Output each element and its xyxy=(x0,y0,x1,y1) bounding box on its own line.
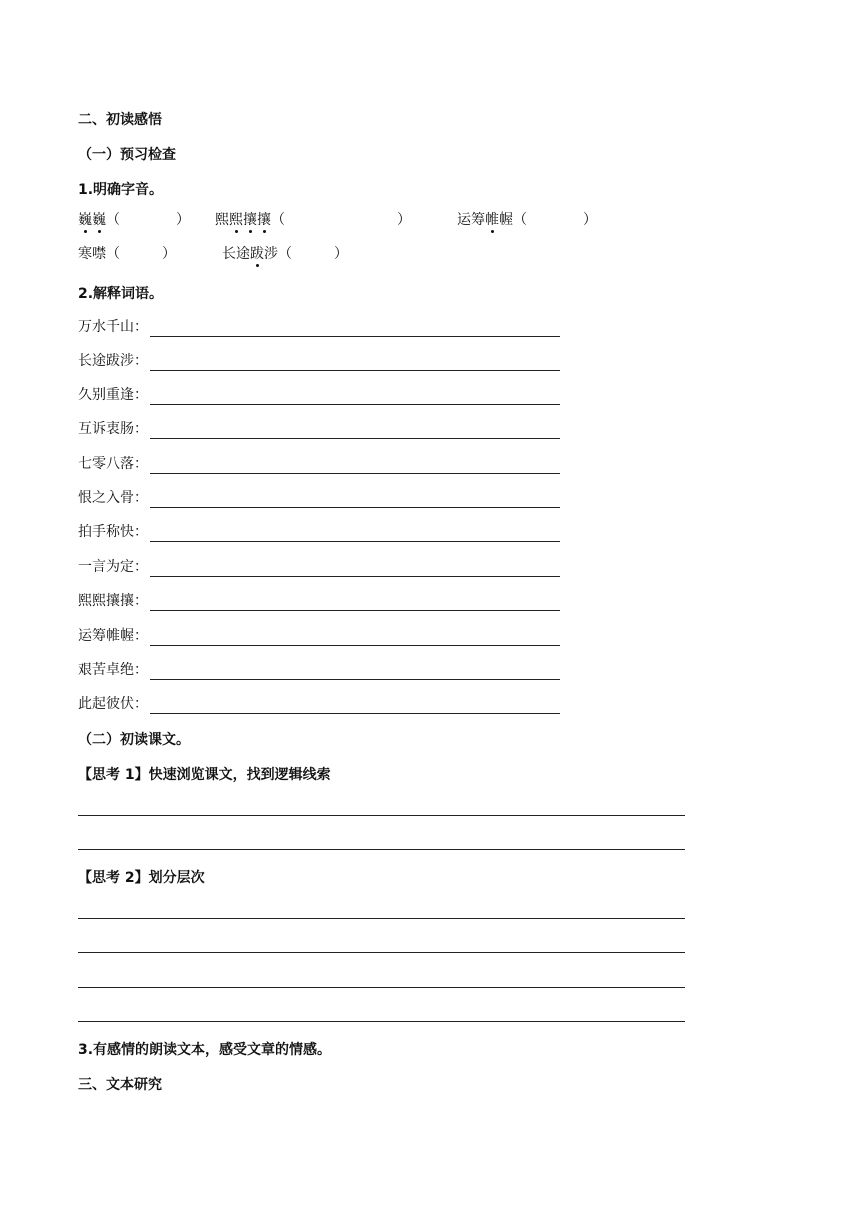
vocab-row xyxy=(78,454,560,474)
pronunciation-word xyxy=(457,212,513,228)
answer-line[interactable] xyxy=(150,322,560,337)
pronunciation-item xyxy=(457,210,597,230)
pronunciation-char: 攘 xyxy=(243,212,257,228)
pronunciation-char: 长 xyxy=(222,246,236,262)
vocab-row xyxy=(78,660,560,680)
vocab-row xyxy=(78,591,560,611)
vocab-term: 七零八落： xyxy=(78,456,148,472)
answer-line[interactable] xyxy=(150,665,560,680)
pronunciation-char: 运 xyxy=(457,212,471,228)
answer-line[interactable] xyxy=(150,390,560,405)
answer-line[interactable] xyxy=(150,493,560,508)
answer-line[interactable] xyxy=(150,459,560,474)
pronunciation-word xyxy=(215,212,271,228)
pronunciation-item xyxy=(78,210,190,230)
pronunciation-blank: （ ） xyxy=(271,212,411,228)
answer-line[interactable] xyxy=(150,356,560,371)
section-title-text-study: 三、文本研究 xyxy=(78,1077,162,1093)
subsection-title-first-reading: （二）初读课文。 xyxy=(78,732,190,748)
pronunciation-item xyxy=(222,244,348,264)
pronunciation-char: 途 xyxy=(236,246,250,262)
pronunciation-char: 巍 xyxy=(92,212,106,228)
question-1-title: 1.明确字音。 xyxy=(78,182,164,198)
vocab-term: 拍手称快： xyxy=(78,524,148,540)
pronunciation-char: 涉 xyxy=(264,246,278,262)
vocab-term: 久别重逢： xyxy=(78,387,148,403)
pronunciation-word xyxy=(222,246,278,262)
question-2-title: 2.解释词语。 xyxy=(78,286,164,302)
section-title-initial-reading: 二、初读感悟 xyxy=(78,112,162,128)
pronunciation-blank: （ ） xyxy=(106,212,190,228)
vocab-term: 万水千山： xyxy=(78,319,148,335)
vocab-term: 艰苦卓绝： xyxy=(78,662,148,678)
answer-line[interactable] xyxy=(78,987,685,988)
pronunciation-char: 寒 xyxy=(78,246,92,262)
answer-line[interactable] xyxy=(78,815,685,816)
vocab-row xyxy=(78,626,560,646)
vocab-term: 一言为定： xyxy=(78,559,148,575)
answer-line[interactable] xyxy=(150,631,560,646)
answer-line[interactable] xyxy=(78,918,685,919)
question-3-title: 3.有感情的朗读文本，感受文章的情感。 xyxy=(78,1042,332,1058)
answer-line[interactable] xyxy=(150,527,560,542)
vocab-term: 此起彼伏： xyxy=(78,696,148,712)
vocab-term: 熙熙攘攘： xyxy=(78,593,148,609)
pronunciation-blank: （ ） xyxy=(513,212,597,228)
vocab-term: 恨之入骨： xyxy=(78,490,148,506)
pronunciation-word xyxy=(78,246,106,262)
pronunciation-char: 跋 xyxy=(250,246,264,262)
pronunciation-word xyxy=(78,212,106,228)
answer-line[interactable] xyxy=(150,562,560,577)
pronunciation-char: 筹 xyxy=(471,212,485,228)
answer-line[interactable] xyxy=(78,1021,685,1022)
answer-line[interactable] xyxy=(150,699,560,714)
vocab-row xyxy=(78,488,560,508)
vocab-row xyxy=(78,351,560,371)
pronunciation-item xyxy=(78,244,176,264)
pronunciation-char: 巍 xyxy=(78,212,92,228)
answer-line[interactable] xyxy=(78,849,685,850)
pronunciation-char: 噤 xyxy=(92,246,106,262)
answer-line[interactable] xyxy=(78,952,685,953)
answer-line[interactable] xyxy=(150,424,560,439)
vocab-term: 运筹帷幄： xyxy=(78,628,148,644)
vocab-row xyxy=(78,317,560,337)
vocab-row xyxy=(78,694,560,714)
pronunciation-blank: （ ） xyxy=(106,246,176,262)
pronunciation-char: 熙 xyxy=(229,212,243,228)
pronunciation-char: 幄 xyxy=(499,212,513,228)
pronunciation-char: 熙 xyxy=(215,212,229,228)
think-2-prompt: 【思考 2】划分层次 xyxy=(78,870,205,886)
answer-line[interactable] xyxy=(150,596,560,611)
vocab-row xyxy=(78,419,560,439)
pronunciation-char: 帷 xyxy=(485,212,499,228)
pronunciation-item xyxy=(215,210,411,230)
vocab-term: 长途跋涉： xyxy=(78,353,148,369)
vocab-row xyxy=(78,557,560,577)
think-1-prompt: 【思考 1】快速浏览课文，找到逻辑线索 xyxy=(78,767,331,783)
vocab-term: 互诉衷肠： xyxy=(78,421,148,437)
pronunciation-char: 攘 xyxy=(257,212,271,228)
vocab-row xyxy=(78,522,560,542)
vocab-row xyxy=(78,385,560,405)
subsection-title-preview-check: （一）预习检查 xyxy=(78,147,176,163)
pronunciation-blank: （ ） xyxy=(278,246,348,262)
